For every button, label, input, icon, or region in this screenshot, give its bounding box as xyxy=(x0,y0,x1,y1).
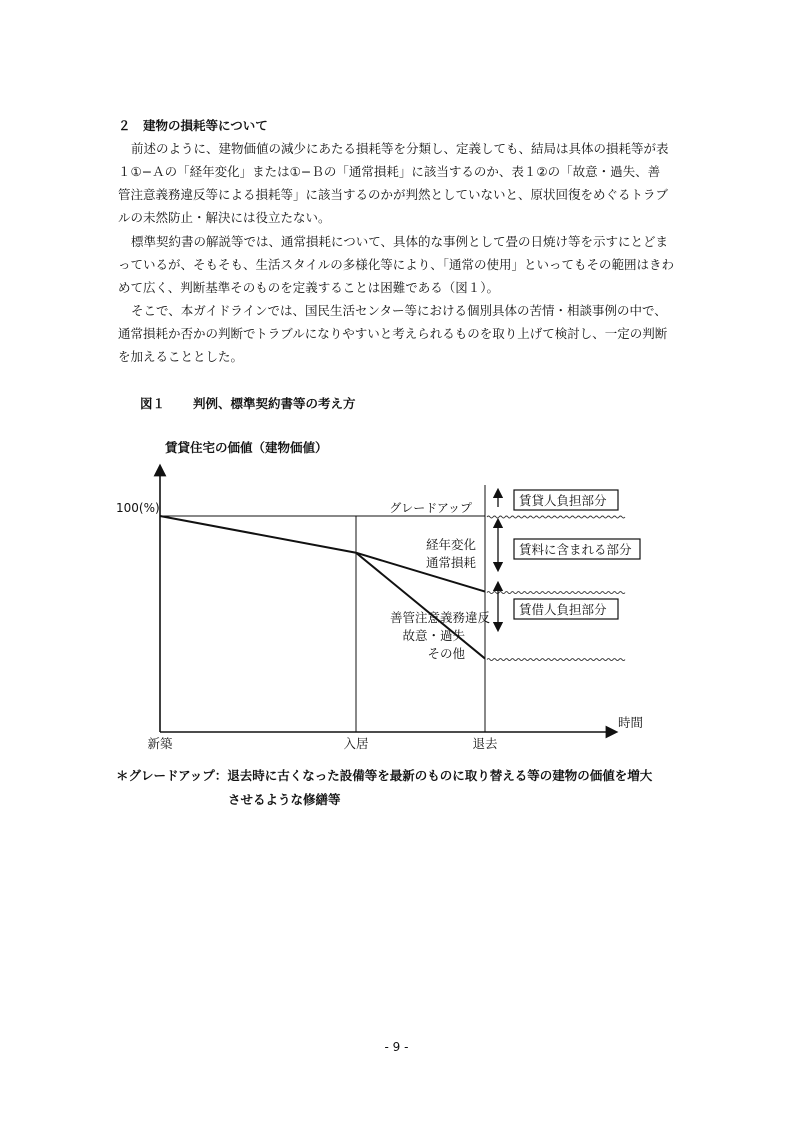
wavy-separator-2 xyxy=(487,659,625,661)
x-tick-label-0: 新築 xyxy=(147,736,173,751)
figure-caption: 判例、標準契約書等の考え方 xyxy=(193,396,356,411)
owner-burden-label: 賃貸人負担部分 xyxy=(519,493,607,508)
paragraph-1: 前述のように、建物価値の減少にあたる損耗等を分類し、定義しても、結局は具体の損耗等が表 １①−Ａの「経年変化」または①−Ｂの「通常損耗」に該当するのか、表１②の「故意・過失、善 管注意義務違反等による損耗等」に該当するのかが判然としていないと、原状回復をめぐるトラブ ルの未然防止・解決には役立たない。 xyxy=(118,141,669,225)
footnote xyxy=(116,764,652,812)
series-line-0 xyxy=(160,516,485,592)
x-tick-label-1: 入居 xyxy=(343,736,369,751)
series-label-wear: 通常損耗 xyxy=(425,555,476,570)
series-label-aging: 経年変化 xyxy=(425,537,476,552)
paragraph-3: そこで、本ガイドラインでは、国民生活センター等における個別具体の苦情・相談事例の中で、 通常損耗か否かの判断でトラブルになりやすいと考えられるものを取り上げて検討し、一定の判断 を加えることとした。 xyxy=(118,303,668,364)
figure-number: 図１ xyxy=(140,396,166,411)
y-axis-label: 賃貸住宅の価値（建物価値） xyxy=(165,440,328,455)
series-label-duty: 善管注意義務違反 xyxy=(389,610,490,625)
x-tick-label-2: 退去 xyxy=(472,736,498,751)
rent-included-label: 賃料に含まれる部分 xyxy=(519,542,632,557)
footnote-line1: ＊グレードアップ：退去時に古くなった設備等を最新のものに取り替える等の建物の価値を増大 xyxy=(116,768,653,783)
y-tick-label: 100(%) xyxy=(116,501,160,515)
series-label-negligence: 故意・過失 xyxy=(402,628,465,643)
footnote-line2: させるような修繕等 xyxy=(228,792,341,807)
grade-up-label: グレードアップ xyxy=(389,501,472,515)
wavy-separator-1 xyxy=(487,592,625,594)
page-number: - 9 - xyxy=(384,1040,409,1054)
paragraph-2: 標準契約書の解説等では、通常損耗について、具体的な事例として畳の日焼け等を示すにとどま っているが、そもそも、生活スタイルの多様化等により、「通常の使用」といってもその範囲はきわ めて広く、判断基準そのものを定義することは困難である（図１）。 xyxy=(118,234,675,295)
series-label-other: その他 xyxy=(427,646,465,661)
wavy-separator-0 xyxy=(487,516,625,518)
x-axis-label: 時間 xyxy=(618,715,644,730)
tenant-burden-label: 賃借人負担部分 xyxy=(519,602,607,617)
section-heading: ２ 建物の損耗等について xyxy=(118,118,268,133)
